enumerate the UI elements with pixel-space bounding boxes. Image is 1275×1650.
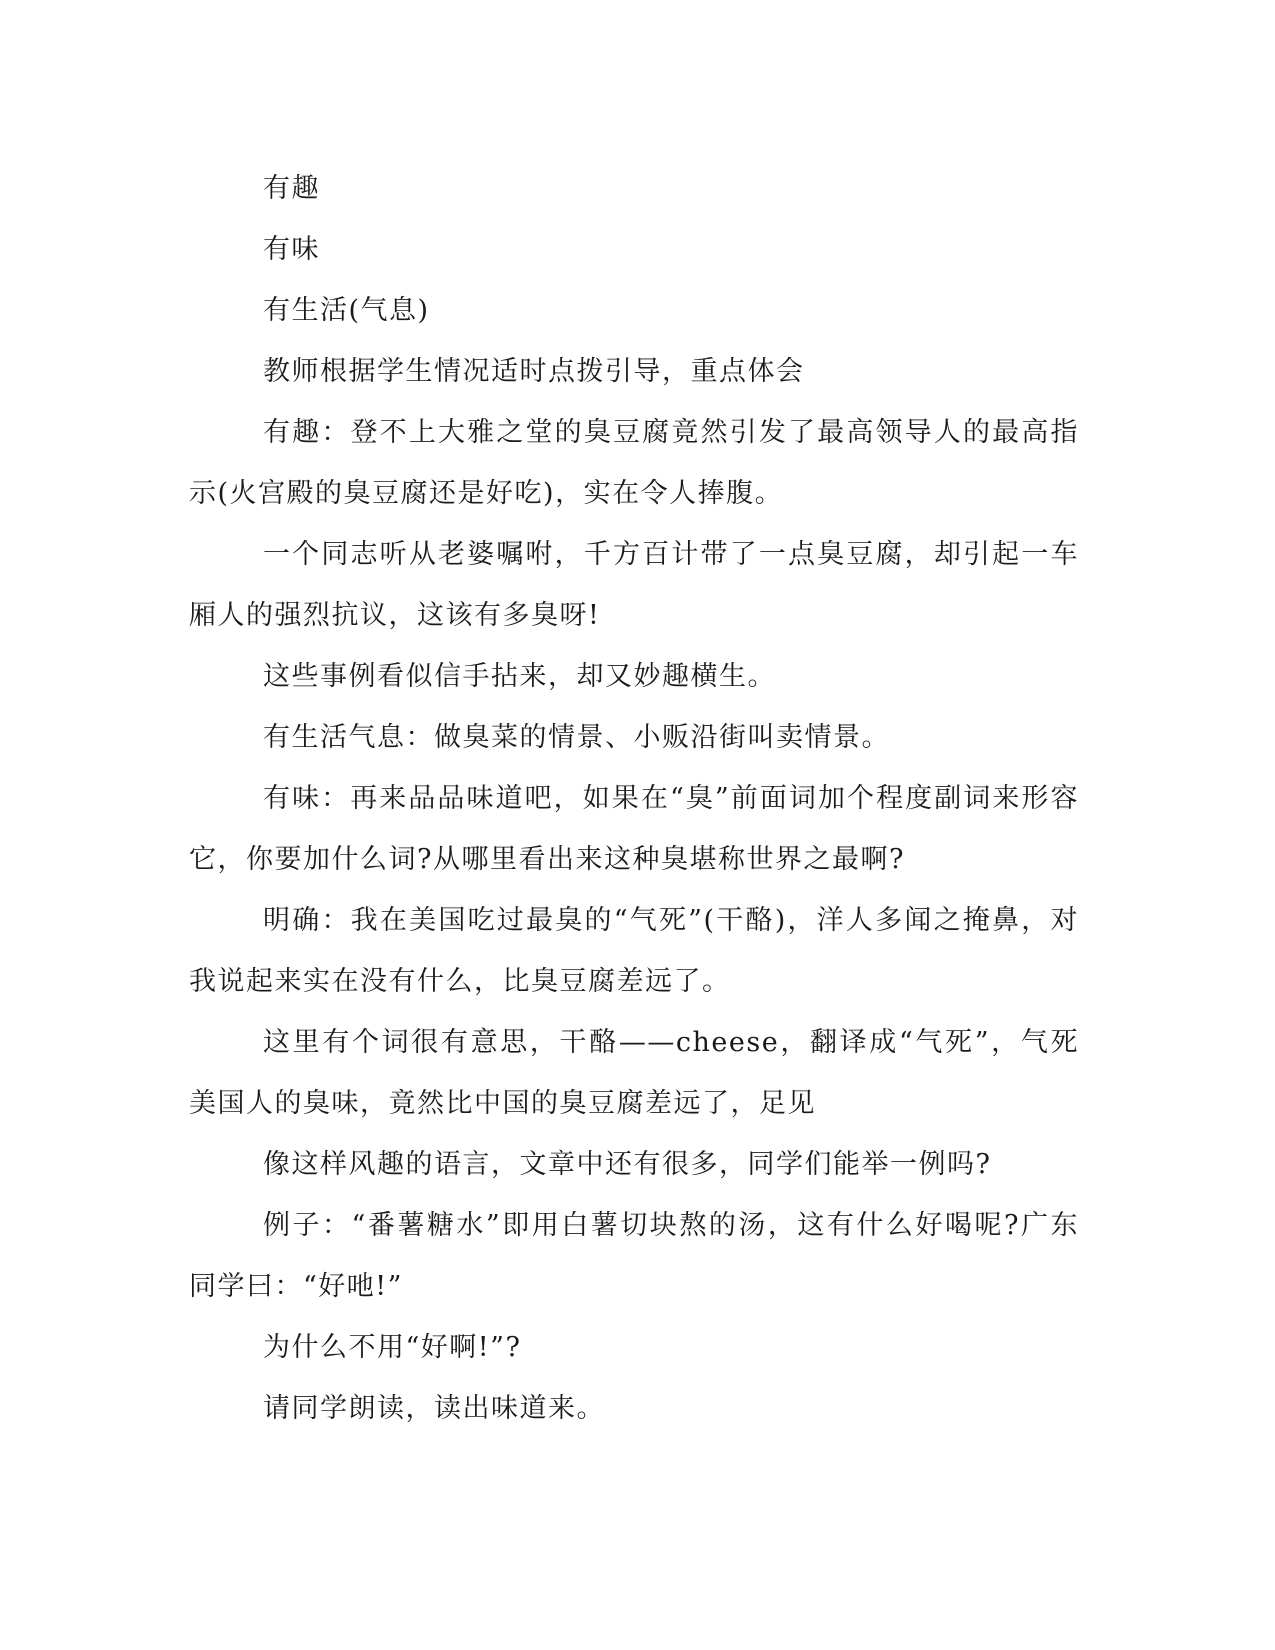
paragraph: 有生活气息：做臭菜的情景、小贩沿街叫卖情景。 (263, 722, 890, 753)
paragraph: 为什么不用“好啊!”? (263, 1332, 522, 1363)
paragraph: 教师根据学生情况适时点拨引导，重点体会 (263, 356, 805, 387)
paragraph: 有趣：登不上大雅之堂的臭豆腐竟然引发了最高领导人的最高指示(火宫殿的臭豆腐还是好吃)，实在令人捧腹。 (189, 417, 1079, 509)
paragraph: 有生活(气息) (263, 295, 430, 326)
paragraph: 这些事例看似信手拈来，却又妙趣横生。 (263, 661, 776, 692)
document-body (189, 158, 1079, 1439)
paragraph: 请同学朗读，读出味道来。 (263, 1393, 605, 1424)
paragraph: 明确：我在美国吃过最臭的“气死”(干酪)，洋人多闻之掩鼻，对我说起来实在没有什么，比臭豆腐差远了。 (189, 905, 1079, 997)
paragraph: 有趣 (263, 173, 320, 204)
paragraph: 有味：再来品品味道吧，如果在“臭”前面词加个程度副词来形容它，你要加什么词?从哪里看出来这种臭堪称世界之最啊? (189, 783, 1079, 875)
paragraph: 有味 (263, 234, 320, 265)
paragraph: 像这样风趣的语言，文章中还有很多，同学们能举一例吗? (263, 1149, 992, 1180)
paragraph: 这里有个词很有意思，干酪——cheese，翻译成“气死”，气死美国人的臭味，竟然比中国的臭豆腐差远了，足见 (189, 1027, 1079, 1119)
paragraph: 例子：“番薯糖水”即用白薯切块熬的汤，这有什么好喝呢?广东同学曰：“好吔!” (189, 1210, 1079, 1302)
paragraph: 一个同志听从老婆嘱咐，千方百计带了一点臭豆腐，却引起一车厢人的强烈抗议，这该有多臭呀! (189, 539, 1079, 631)
